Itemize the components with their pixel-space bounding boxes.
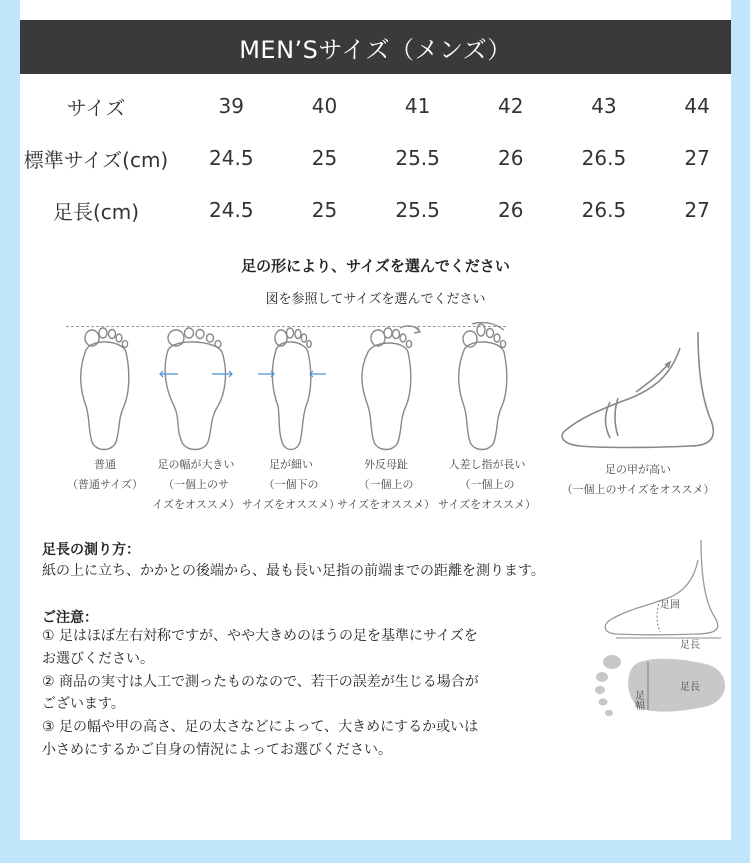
caption-line: （普通サイズ）: [66, 478, 144, 491]
table-cell: 24.5: [209, 146, 254, 170]
caption-line: （一個上のサイズをオススメ）: [561, 483, 715, 496]
caption-line: 足の幅が大きい: [157, 458, 235, 471]
foot-caption-long-toe: [432, 455, 542, 515]
instep-caption: [548, 460, 728, 500]
table-cell: 39: [218, 94, 244, 118]
table-cell: 26: [498, 146, 524, 170]
table-cell: 26.5: [581, 198, 627, 222]
row-label: サイズ: [66, 95, 126, 120]
caption-line: サイズをオススメ）: [241, 498, 340, 511]
size-table: [20, 80, 731, 236]
foot-caption-bunion: [331, 455, 441, 515]
table-cell: 26: [498, 198, 524, 222]
caption-line: （一個上の: [459, 478, 515, 491]
caution-line: ② 商品の実寸は人工で測ったものなので、若干の誤差が生じる場合が: [42, 674, 479, 690]
table-cell: 25: [311, 146, 338, 170]
caution-line: ございます。: [42, 696, 125, 712]
table-cell: 26.5: [581, 146, 627, 170]
table-cell: 43: [591, 94, 617, 118]
bunion-foot-icon: [348, 322, 428, 456]
caution-line: 小さめにするかご自身の情況によってお選びください。: [42, 742, 392, 758]
row-label: 足長(cm): [52, 199, 140, 224]
table-row: [20, 184, 731, 236]
measure-text: 紙の上に立ち、かかとの後端から、最も長い足指の前端までの距離を測ります。: [42, 563, 545, 579]
label-width: 足幅: [632, 690, 644, 710]
foot-shape-guide-subtitle: 図を参照してサイズを選んでください: [265, 292, 486, 307]
caution-line: ① 足はほぼ左右対称ですが、やや大きめのほうの足を基準にサイズを: [42, 628, 478, 644]
caution-line: ③ 足の幅や甲の高さ、足の太さなどによって、大きめにするか或いは: [42, 719, 479, 735]
size-chart-banner: [20, 20, 731, 74]
table-cell: 40: [311, 94, 338, 118]
caption-line: （一個下の: [263, 478, 319, 491]
caution-title: ご注意：: [42, 610, 98, 626]
caption-line: サイズをオススメ）: [336, 498, 435, 511]
caption-line: イズをオススメ）: [152, 498, 240, 511]
caption-line: 足の甲が高い: [605, 463, 671, 476]
high-instep-foot-icon: [540, 318, 730, 458]
table-cell: 27: [684, 146, 710, 170]
wide-foot-icon: [156, 322, 236, 456]
caption-line: 普通: [94, 458, 116, 471]
table-row: [20, 132, 731, 184]
measure-title: 足長の測り方：: [42, 542, 140, 558]
narrow-foot-icon: [252, 322, 332, 456]
caption-line: サイズをオススメ）: [437, 498, 536, 511]
foot-shape-guide-title: 足の形により、サイズを選んでください: [241, 257, 510, 275]
size-guide-sheet: [20, 0, 731, 840]
table-cell: 41: [404, 94, 431, 118]
foot-measurement-diagram: [576, 540, 731, 735]
foot-caption-narrow: [236, 455, 346, 515]
normal-foot-icon: [66, 322, 146, 456]
table-cell: 25.5: [395, 198, 440, 222]
table-row: [20, 80, 731, 132]
table-cell: 27: [684, 198, 710, 222]
row-label: 標準サイズ(cm): [23, 147, 169, 172]
table-cell: 25: [311, 198, 338, 222]
long-second-toe-foot-icon: [444, 322, 524, 456]
caption-line: 外反母趾: [364, 458, 408, 471]
label-length-side: 足長: [680, 640, 700, 651]
table-cell: 24.5: [209, 198, 254, 222]
label-circumference: 足囲: [660, 600, 680, 611]
caption-line: 人差し指が長い: [448, 458, 526, 471]
table-cell: 42: [498, 94, 524, 118]
caption-line: （一個上の: [358, 478, 414, 491]
label-length-sole: 足長: [680, 682, 700, 693]
foot-caption-wide: [141, 455, 251, 515]
table-cell: 25.5: [395, 146, 440, 170]
banner-title: MEN’Sサイズ（メンズ）: [239, 35, 512, 64]
caution-line: お選びください。: [42, 651, 154, 667]
caption-line: （一個上のサ: [163, 478, 229, 491]
table-cell: 44: [684, 94, 710, 118]
caption-line: 足が細い: [269, 458, 313, 471]
